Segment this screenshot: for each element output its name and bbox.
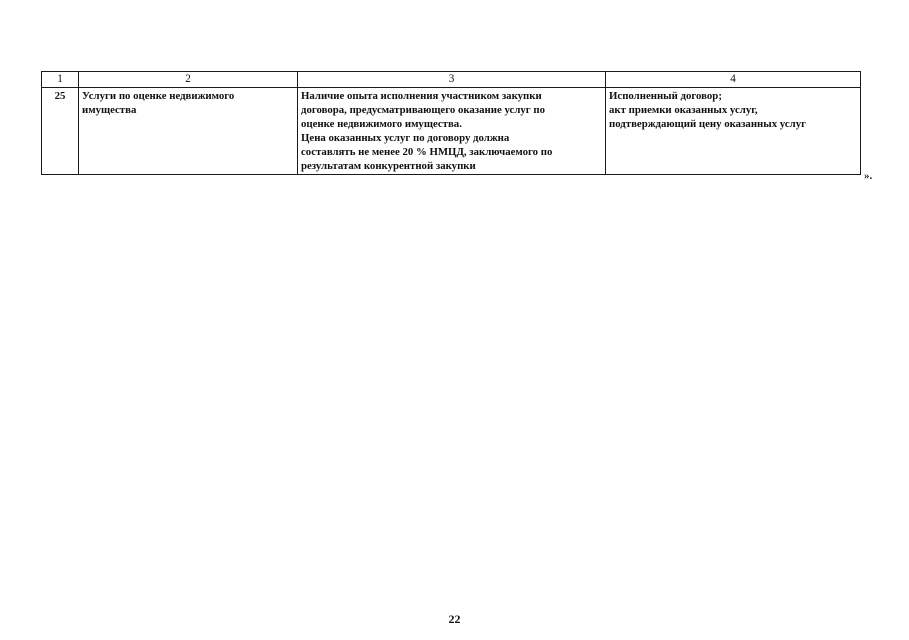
table-row [42,88,861,175]
requirement-line: составлять не менее 20 % НМЦД, заключаемого по [301,146,553,158]
page-number: 22 [448,612,461,626]
requirement-line: договора, предусматривающего оказание услуг по [301,104,546,116]
service-name-line: Услуги по оценке недвижимого [82,90,235,102]
column-header-4: 4 [606,72,861,88]
requirements-table [41,71,861,175]
column-header-1: 1 [42,72,79,88]
table-header-row [42,72,861,88]
column-header-2: 2 [79,72,298,88]
requirement-line: Наличие опыта исполнения участником закупки [301,90,542,102]
requirement-line: результатам конкурентной закупки [301,160,476,172]
requirement-cell [298,88,606,175]
documents-line: Исполненный договор; [609,90,722,102]
requirement-line: Цена оказанных услуг по договору должна [301,132,510,144]
closing-quote-mark: ». [864,170,873,182]
documents-cell [606,88,861,175]
row-number-cell: 25 [42,88,79,175]
service-name-cell [79,88,298,175]
documents-line: подтверждающий цену оказанных услуг [609,118,807,130]
service-name-line: имущества [82,104,137,116]
documents-line: акт приемки оказанных услуг, [609,104,758,116]
requirement-line: оценке недвижимого имущества. [301,118,462,130]
column-header-3: 3 [298,72,606,88]
